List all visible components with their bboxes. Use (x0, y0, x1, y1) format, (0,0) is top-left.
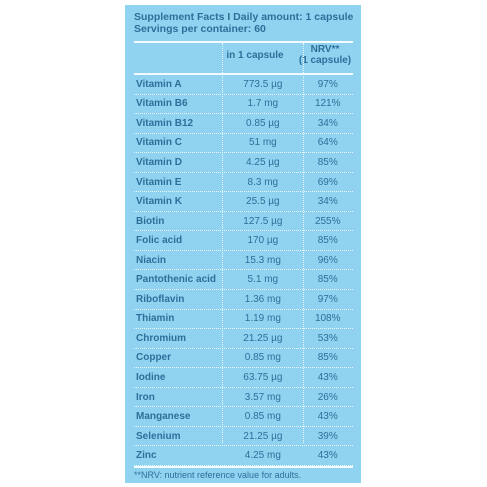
table-row (134, 388, 353, 408)
nutrient-amount: 1.19 mg (244, 313, 281, 325)
nutrient-amount: 51 mg (248, 137, 277, 149)
nutrient-name: Riboflavin (136, 293, 185, 305)
table-row (134, 75, 353, 95)
column-header-nrv (297, 44, 353, 66)
nutrient-amount: 8.3 mg (247, 176, 279, 188)
nutrient-name: Vitamin E (136, 176, 182, 188)
table-row (134, 173, 353, 193)
nutrient-nrv: 255% (314, 215, 341, 227)
nutrient-name: Folic acid (136, 235, 183, 247)
table-row (134, 349, 353, 369)
table-row (134, 446, 353, 466)
table-row (134, 407, 353, 427)
nutrient-nrv: 64% (317, 137, 338, 149)
table-row (134, 231, 353, 251)
nutrient-amount: 5.1 mg (247, 274, 279, 286)
nutrient-nrv: 69% (317, 176, 338, 188)
nutrient-nrv: 34% (317, 117, 338, 129)
nutrient-amount: 1.36 mg (244, 293, 281, 305)
nutrient-nrv: 85% (317, 274, 338, 286)
nutrient-amount: 25.5 µg (246, 196, 280, 208)
column-header-amount: in 1 capsule (226, 50, 284, 61)
nutrient-nrv: 85% (317, 352, 338, 364)
servings-per-container: Servings per container: 60 (134, 23, 266, 35)
nutrient-name: Vitamin B6 (136, 98, 188, 110)
nutrient-amount: 170 µg (247, 235, 279, 247)
nutrient-nrv: 34% (317, 196, 338, 208)
nutrient-amount: 127.5 µg (243, 215, 283, 227)
table-row (134, 368, 353, 388)
nutrient-name: Zinc (136, 450, 157, 462)
nutrient-name: Chromium (136, 332, 186, 344)
nutrient-name: Copper (136, 352, 171, 364)
table-row (134, 114, 353, 134)
nutrient-name: Manganese (136, 411, 191, 423)
nutrient-nrv: 43% (317, 371, 338, 383)
table-row (134, 290, 353, 310)
column-header-nrv-line1: NRV** (310, 44, 340, 55)
table-row (134, 270, 353, 290)
nutrient-nrv: 97% (317, 293, 338, 305)
nutrient-amount: 0.85 mg (244, 411, 281, 423)
nutrient-nrv: 85% (317, 156, 338, 168)
table-row (134, 153, 353, 173)
footer-divider (134, 466, 353, 468)
nutrient-nrv: 108% (314, 313, 341, 325)
nutrient-name: Vitamin C (136, 137, 182, 149)
nutrient-amount: 21.25 µg (243, 430, 283, 442)
nutrient-name: Vitamin B12 (136, 117, 194, 129)
nutrient-name: Pantothenic acid (136, 274, 217, 286)
table-row (134, 192, 353, 212)
table-row (134, 427, 353, 447)
header-divider (134, 41, 353, 43)
column-header-nrv-line2: (1 capsule) (298, 55, 352, 66)
nutrient-amount: 773.5 µg (243, 78, 283, 90)
nutrient-name: Iron (136, 391, 155, 403)
nutrient-amount: 63.75 µg (243, 371, 283, 383)
nutrient-nrv: 43% (317, 450, 338, 462)
nutrient-name: Niacin (136, 254, 167, 266)
nutrient-amount: 4.25 µg (246, 156, 280, 168)
nutrient-name: Vitamin D (136, 156, 182, 168)
header-title: Supplement Facts I Daily amount: 1 capsule (134, 11, 354, 23)
nutrient-name: Vitamin A (136, 78, 182, 90)
nutrient-amount: 0.85 µg (246, 117, 280, 129)
table-row (134, 329, 353, 349)
table-row (134, 212, 353, 232)
nutrient-name: Vitamin K (136, 196, 182, 208)
nutrient-name: Thiamin (136, 313, 175, 325)
supplement-facts-panel (125, 5, 361, 483)
supplement-facts-header (134, 11, 354, 35)
nutrient-name: Biotin (136, 215, 165, 227)
table-row (134, 95, 353, 115)
table-row (134, 310, 353, 330)
nutrient-nrv: 97% (317, 78, 338, 90)
nutrient-amount: 15.3 mg (244, 254, 281, 266)
nutrient-nrv: 96% (317, 254, 338, 266)
nutrient-amount: 0.85 mg (244, 352, 281, 364)
nutrient-name: Selenium (136, 430, 181, 442)
nutrient-table (134, 75, 353, 466)
nutrient-nrv: 39% (317, 430, 338, 442)
nutrient-amount: 4.25 mg (244, 450, 281, 462)
table-row (134, 134, 353, 154)
nutrient-nrv: 43% (317, 411, 338, 423)
nutrient-nrv: 85% (317, 235, 338, 247)
table-row (134, 251, 353, 271)
nutrient-amount: 3.57 mg (244, 391, 281, 403)
nutrient-nrv: 121% (314, 98, 341, 110)
nutrient-amount: 21.25 µg (243, 332, 283, 344)
nutrient-amount: 1.7 mg (247, 98, 279, 110)
nutrient-name: Iodine (136, 371, 166, 383)
nutrient-nrv: 26% (317, 391, 338, 403)
nutrient-nrv: 53% (317, 332, 338, 344)
footnote: **NRV: nutrient reference value for adults. (134, 470, 302, 480)
